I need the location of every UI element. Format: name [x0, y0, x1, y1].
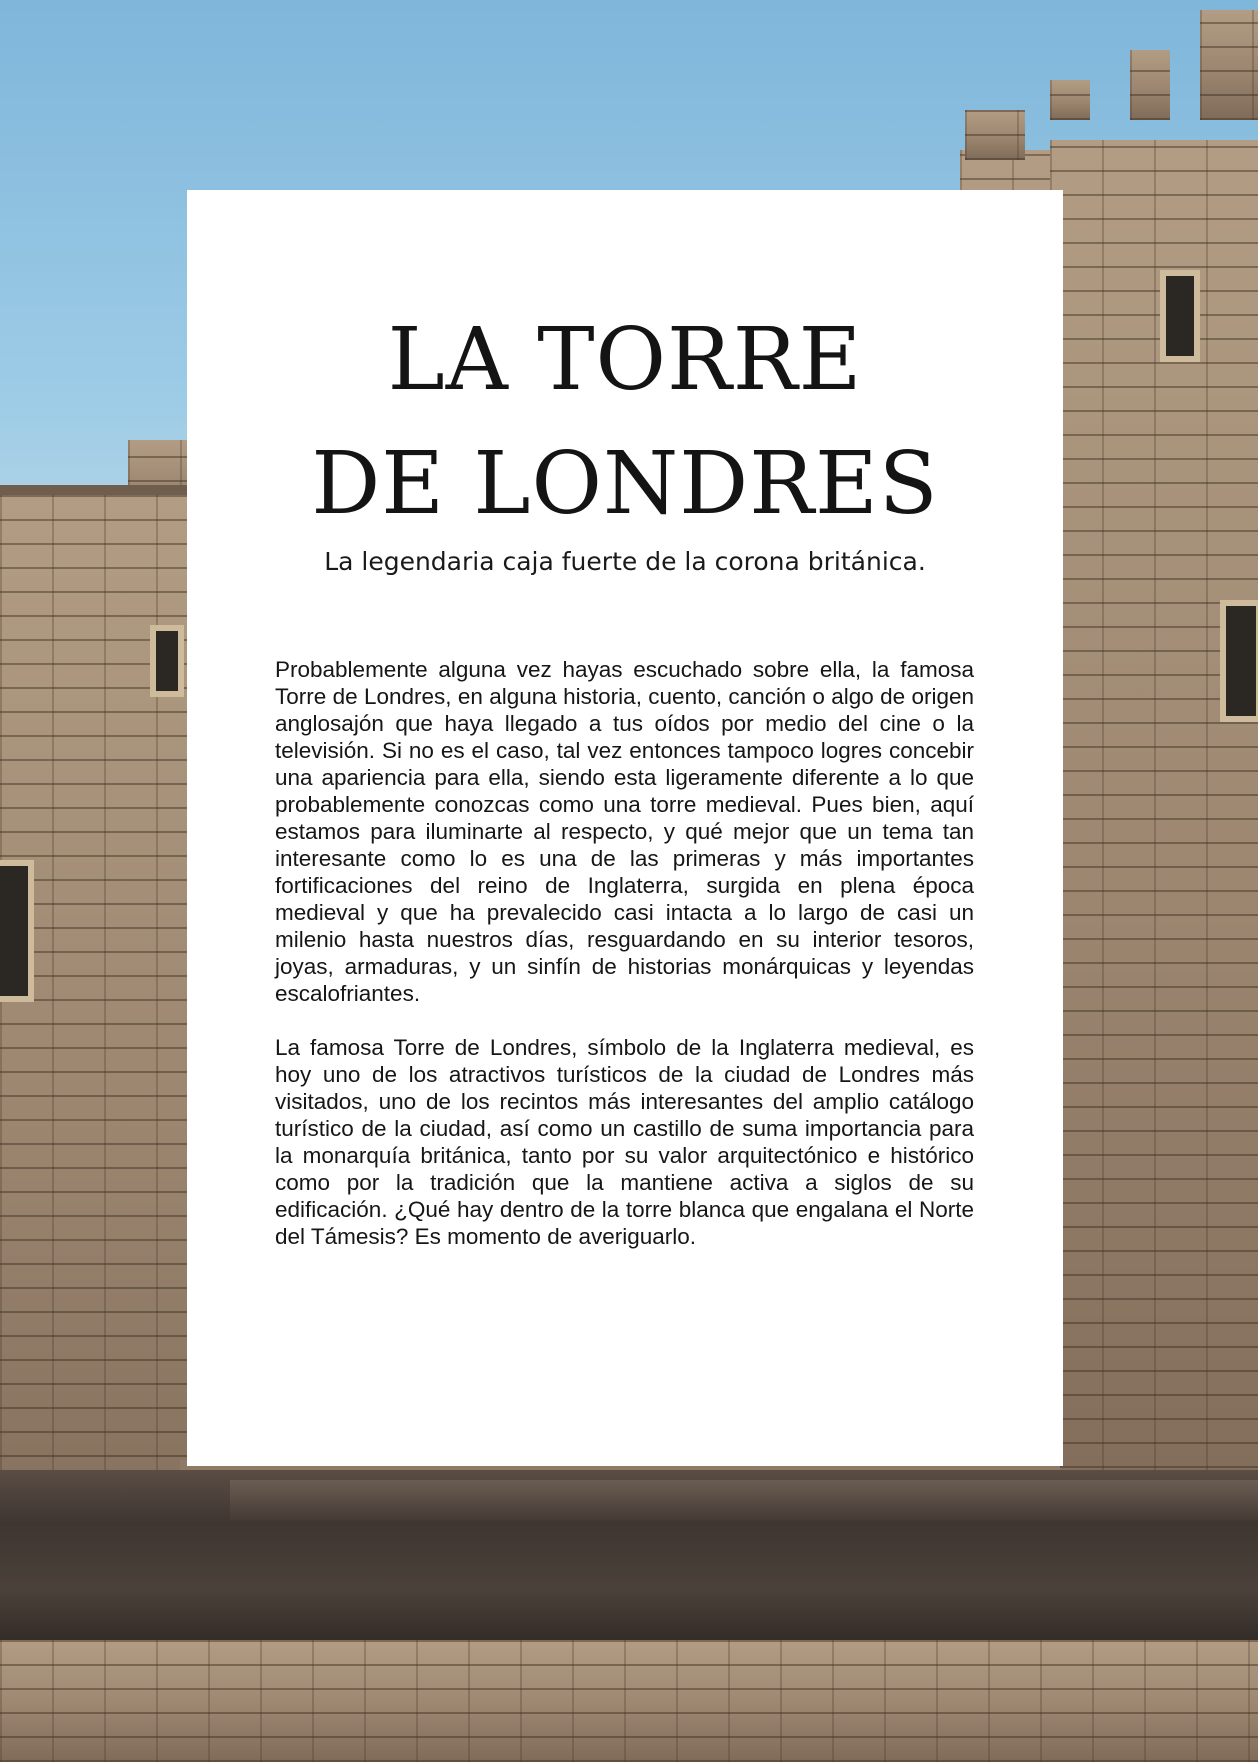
battlement	[965, 110, 1025, 160]
right-wall-window	[1160, 270, 1200, 362]
parapet-coping	[230, 1480, 1258, 1520]
article-card	[187, 190, 1063, 1466]
left-wall-window	[150, 625, 184, 697]
article-body	[275, 656, 974, 1277]
article-subtitle: La legendaria caja fuerte de la corona británica.	[324, 547, 926, 576]
left-wall-window	[0, 860, 34, 1002]
title-line-2: DE LONDRES	[311, 434, 939, 534]
right-wall-window	[1220, 600, 1258, 722]
body-paragraph-2: La famosa Torre de Londres, símbolo de la Inglaterra medieval, es hoy uno de los atractivos turísticos de la ciudad de Londres más visitados, uno de los recintos más interesantes del amplio catálogo turístico de la ciudad, así como un castillo de suma importancia para la monarquía británica, tanto por su valor arquitectónico e histórico como por la tradición que la mantiene activa a siglos de su edificación. ¿Qué hay dentro de la torre blanca que engalana el Norte del Támesis? Es momento de averiguarlo.	[275, 1035, 974, 1249]
right-castle-wall	[1050, 140, 1258, 1540]
title-line-1: LA TORRE	[387, 310, 863, 410]
parapet-lower-wall	[0, 1640, 1258, 1762]
body-paragraph-1: Probablemente alguna vez hayas escuchado sobre ella, la famosa Torre de Londres, en alguna historia, cuento, canción o algo de origen anglosajón que haya llegado a tus oídos por medio del cine o la televisión. Si no es el caso, tal vez entonces tampoco logres concebir una apariencia para ella, siendo esta ligeramente diferente a lo que probablemente conozcas como una torre medieval. Pues bien, aquí estamos para iluminarte al respecto, y qué mejor que un tema tan interesante como lo es una de las primeras y más importantes fortificaciones del reino de Inglaterra, surgida en plena época medieval y que ha prevalecido casi intacta a lo largo de casi un milenio hasta nuestros días, resguardando en su interior tesoros, joyas, armaduras, y un sinfín de historias monárquicas y leyendas escalofriantes.	[275, 657, 974, 1006]
article-title	[187, 298, 1063, 546]
